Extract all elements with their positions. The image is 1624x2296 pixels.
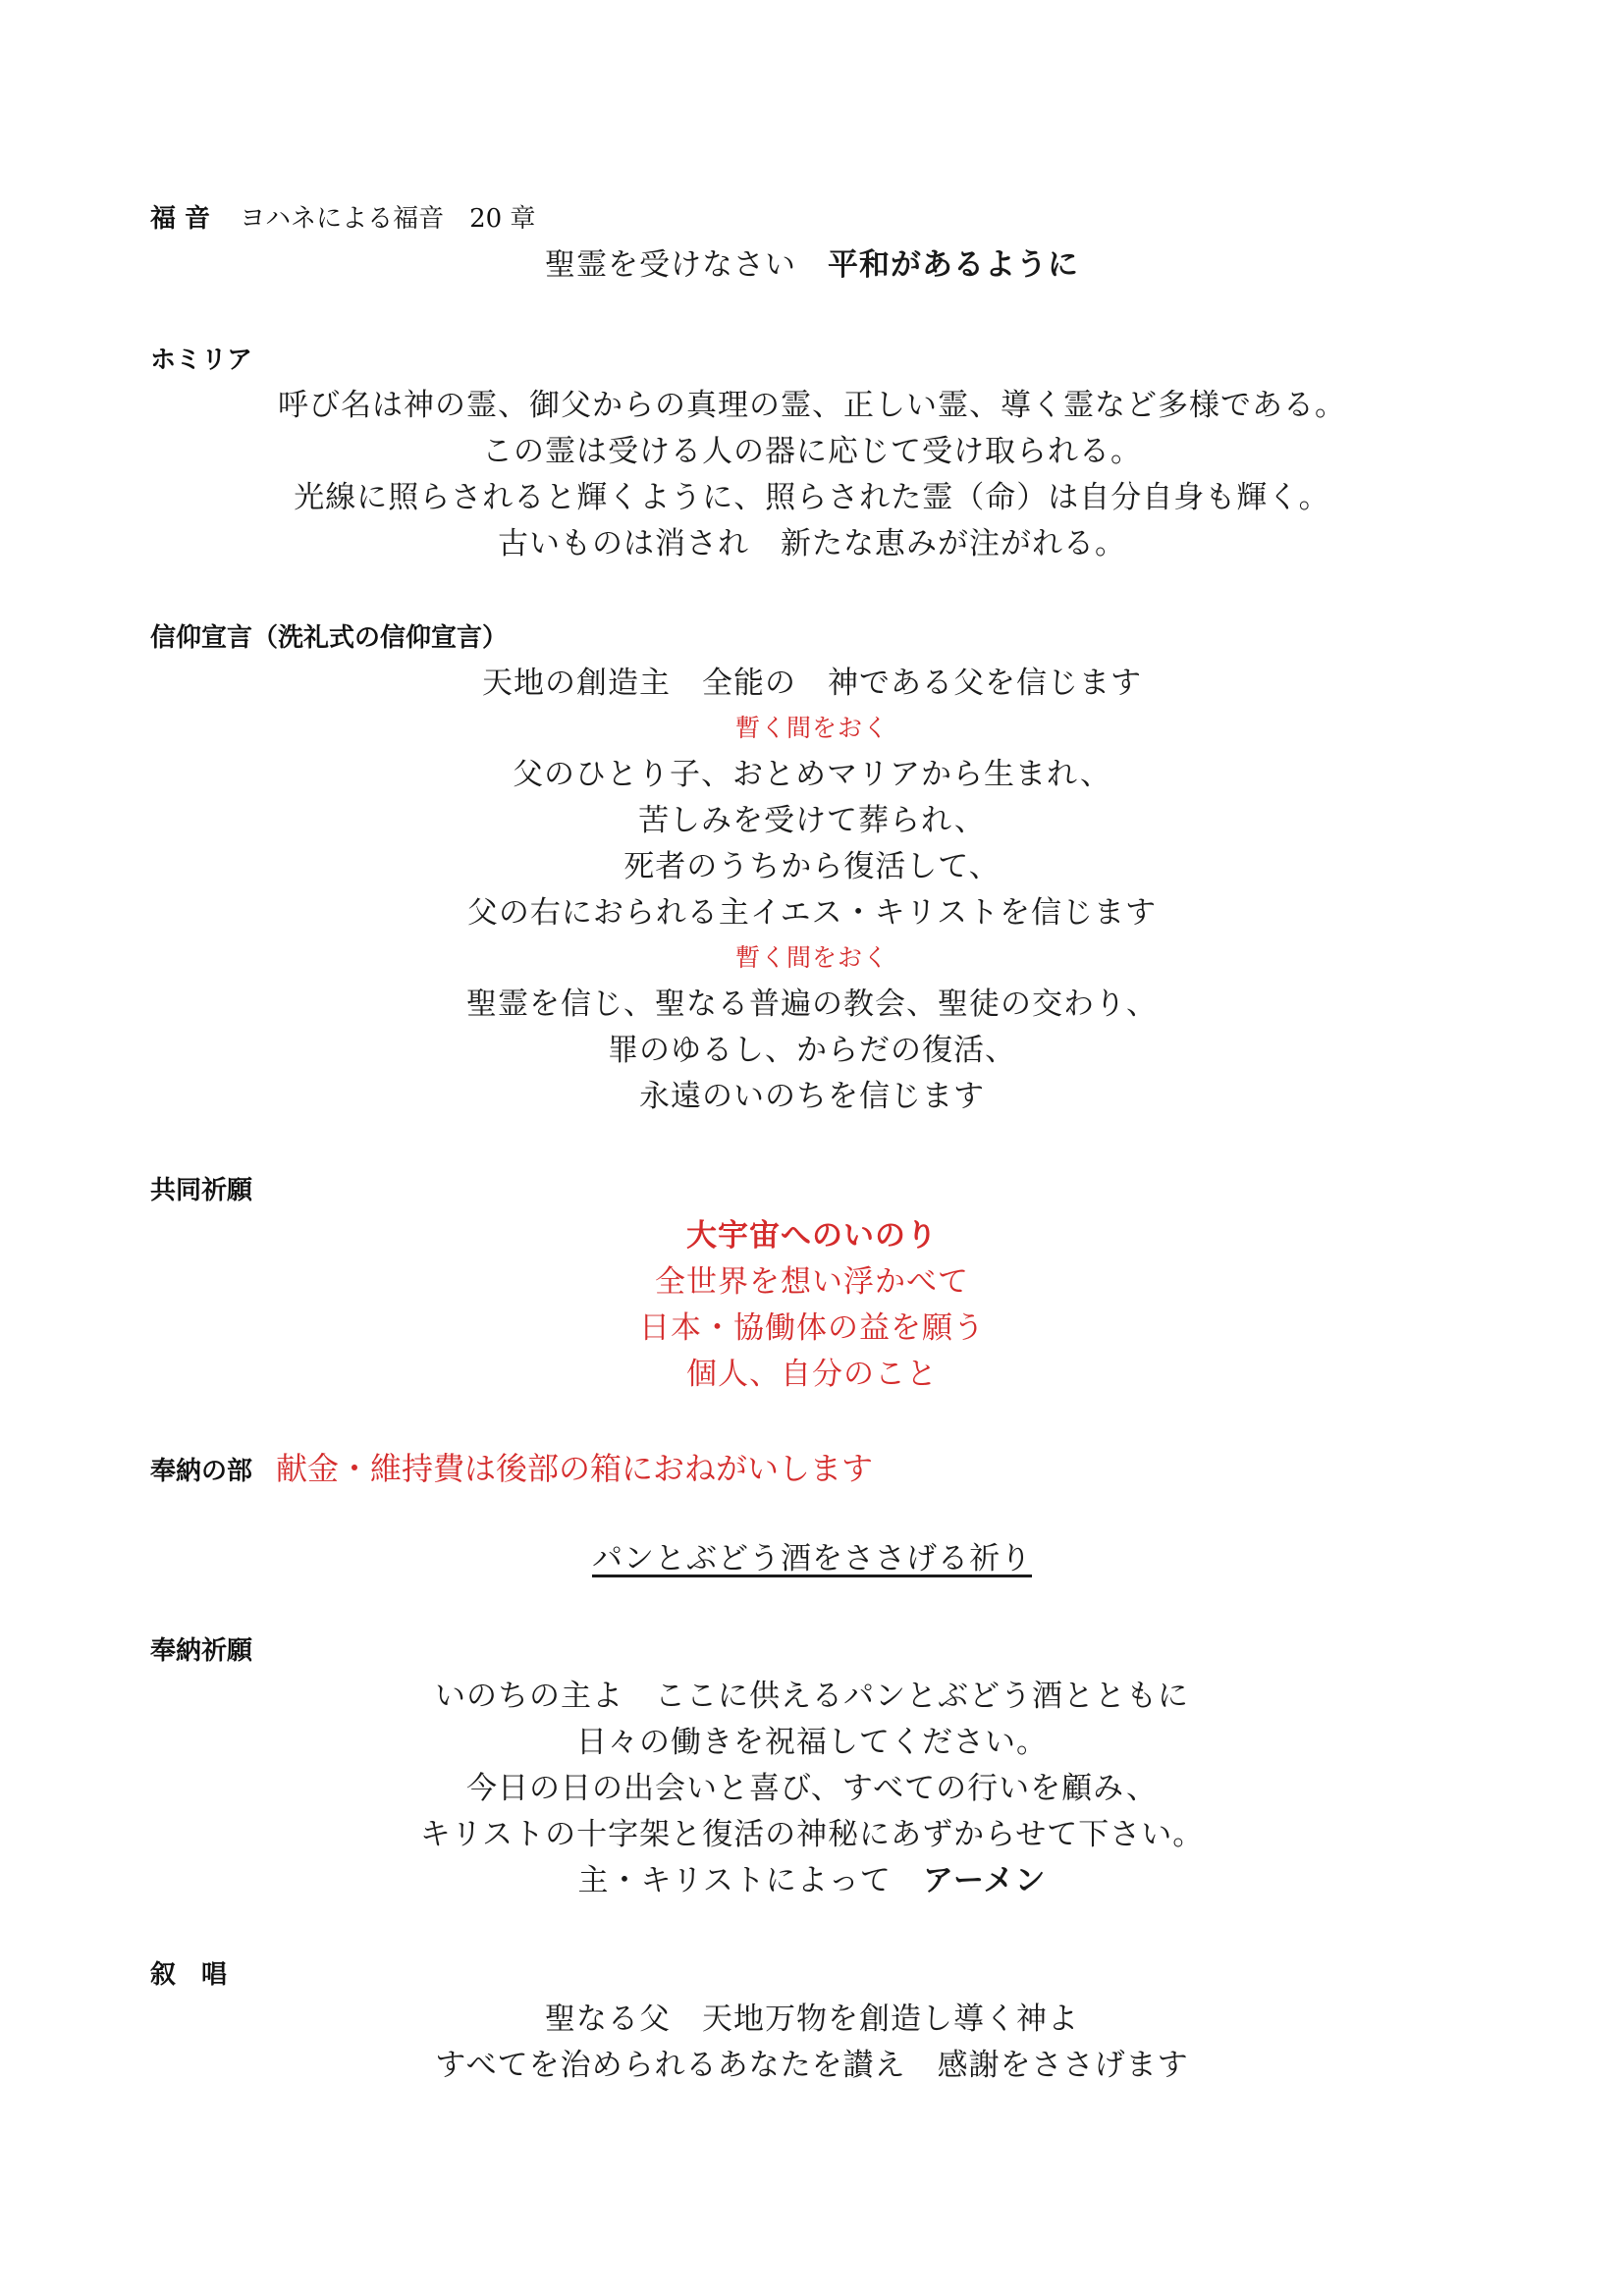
creed-line-8: 永遠のいのちを信じます: [639, 1079, 985, 1114]
homily-line-2: この霊は受ける人の器に応じて受け取られる。: [482, 434, 1142, 469]
homily-line-1: 呼び名は神の霊、御父からの真理の霊、正しい霊、導く霊など多様である。: [278, 388, 1346, 423]
offertory-prayer-line-4: キリストの十字架と復活の神秘にあずからせて下さい。: [419, 1817, 1205, 1852]
intercessions-heading: 共同祈願: [150, 1176, 253, 1205]
homily-heading: ホミリア: [150, 346, 253, 375]
acclamation-line-2: すべてを治められるあなたを讃え 感謝をささげます: [435, 2048, 1189, 2083]
amen-text: アーメン: [922, 1863, 1047, 1898]
gospel-label: 福 音: [150, 204, 211, 234]
acclamation-line-1: 聖なる父 天地万物を創造し導く神よ: [545, 2002, 1079, 2037]
offertory-prayer-line-2: 日々の働きを祝福してください。: [576, 1725, 1048, 1760]
offertory-note: 献金・維持費は後部の箱におねがいします: [276, 1450, 874, 1487]
creed-line-6: 聖霊を信じ、聖なる普遍の教会、聖徒の交わり、: [466, 987, 1158, 1022]
intercessions-line-1: 全世界を想い浮かべて: [655, 1264, 969, 1300]
gospel-line-normal: 聖霊を受けなさい: [545, 247, 828, 283]
creed-line-5: 父の右におられる主イエス・キリストを信じます: [466, 895, 1158, 931]
creed-line-4: 死者のうちから復活して、: [623, 849, 1001, 884]
creed-heading: 信仰宣言（洗礼式の信仰宣言）: [150, 623, 509, 653]
offertory-prayer-line-5: [0, 1861, 1624, 1900]
creed-line-2: 父のひとり子、おとめマリアから生まれ、: [513, 757, 1111, 792]
homily-line-3: 光線に照らされると輝くように、照らされた霊（命）は自分自身も輝く。: [294, 480, 1330, 515]
creed-line-7: 罪のゆるし、からだの復活、: [608, 1033, 1016, 1068]
acclamation-heading: 叙 唱: [150, 1960, 228, 1990]
offertory-prayer-line-1: いのちの主よ ここに供えるパンとぶどう酒とともに: [435, 1679, 1189, 1714]
homily-line-4: 古いものは消され 新たな恵みが注がれる。: [498, 526, 1126, 561]
intercessions-line-3: 個人、自分のこと: [686, 1357, 938, 1392]
creed-pause-2: 暫く間をおく: [734, 943, 889, 972]
offertory-prayer-line-5-normal: 主・キリストによって: [577, 1863, 923, 1898]
intercessions-line-2: 日本・協働体の益を願う: [639, 1310, 985, 1346]
gospel-line: [0, 245, 1624, 285]
intercessions-title-text: 大宇宙へのいのり: [686, 1218, 938, 1254]
gospel-reference: ヨハネによる福音 20 章: [240, 204, 536, 234]
offertory-label: 奉納の部: [150, 1457, 253, 1486]
offertory-heading: [150, 1450, 874, 1487]
intercessions-title: [0, 1216, 1624, 1255]
gospel-heading: [150, 203, 535, 235]
creed-line-3: 苦しみを受けて葬られ、: [638, 803, 986, 838]
offertory-title-text: パンとぶどう酒をささげる祈り: [592, 1541, 1032, 1576]
creed-pause-1: 暫く間をおく: [734, 714, 889, 742]
offertory-title: [0, 1539, 1624, 1578]
gospel-line-bold: 平和があるように: [828, 247, 1079, 283]
offertory-prayer-line-3: 今日の日の出会いと喜び、すべての行いを顧み、: [466, 1771, 1158, 1806]
offertory-prayer-heading: 奉納祈願: [150, 1636, 253, 1666]
creed-line-1: 天地の創造主 全能の 神である父を信じます: [482, 666, 1142, 701]
